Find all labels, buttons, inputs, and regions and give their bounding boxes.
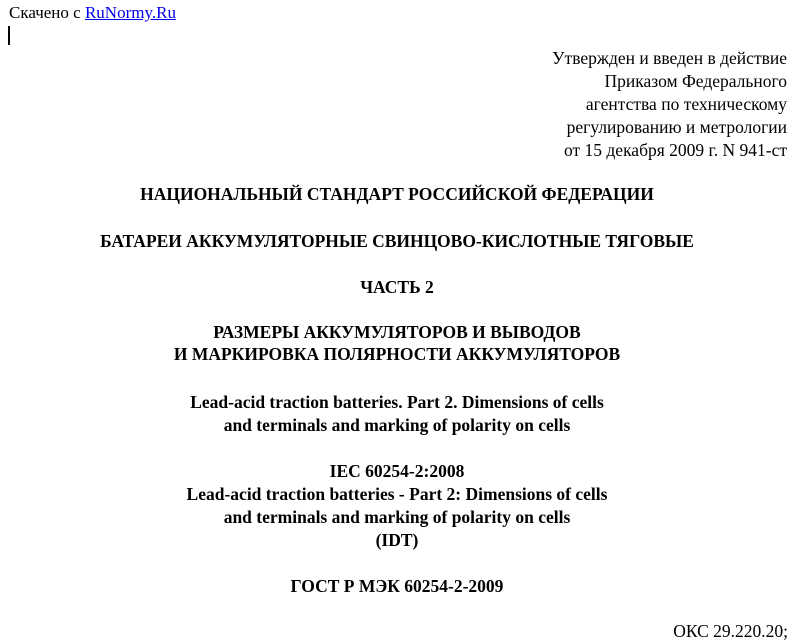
standard-type-heading: НАЦИОНАЛЬНЫЙ СТАНДАРТ РОССИЙСКОЙ ФЕДЕРАЦИИ <box>140 184 654 204</box>
document-title: БАТАРЕИ АККУМУЛЯТОРНЫЕ СВИНЦОВО-КИСЛОТНЫЕ ТЯГОВЫЕ <box>100 231 694 251</box>
iec-block <box>0 460 794 552</box>
iec-degree: (IDT) <box>375 530 419 550</box>
subtitle-line: И МАРКИРОВКА ПОЛЯРНОСТИ АККУМУЛЯТОРОВ <box>173 344 621 364</box>
approval-line: от 15 декабря 2009 г. N 941-ст <box>563 140 787 160</box>
part-heading: ЧАСТЬ 2 <box>360 277 434 297</box>
source-prefix: Скачено с <box>9 3 85 22</box>
subtitle-line: РАЗМЕРЫ АККУМУЛЯТОРОВ И ВЫВОДОВ <box>213 322 581 342</box>
english-title-line: Lead-acid traction batteries. Part 2. Dimensions of cells <box>190 392 604 412</box>
approval-block <box>552 47 787 162</box>
english-title-block <box>0 391 794 437</box>
approval-line: агентства по техническому <box>585 94 787 114</box>
english-title-line: and terminals and marking of polarity on cells <box>223 415 571 435</box>
subtitle-block <box>0 321 794 365</box>
gost-number: ГОСТ Р МЭК 60254-2-2009 <box>290 576 504 596</box>
approval-line: Утвержден и введен в действие <box>552 48 787 68</box>
source-line <box>9 3 176 23</box>
oks-code: ОКС 29.220.20; <box>673 621 788 641</box>
iec-title-line: and terminals and marking of polarity on cells <box>223 507 571 527</box>
approval-line: регулированию и метрологии <box>566 117 787 137</box>
text-cursor <box>8 26 10 45</box>
approval-line: Приказом Федерального <box>604 71 787 91</box>
iec-title-line: Lead-acid traction batteries - Part 2: Dimensions of cells <box>186 484 608 504</box>
source-link[interactable]: RuNormy.Ru <box>84 3 176 22</box>
iec-number: IEC 60254-2:2008 <box>329 461 465 481</box>
